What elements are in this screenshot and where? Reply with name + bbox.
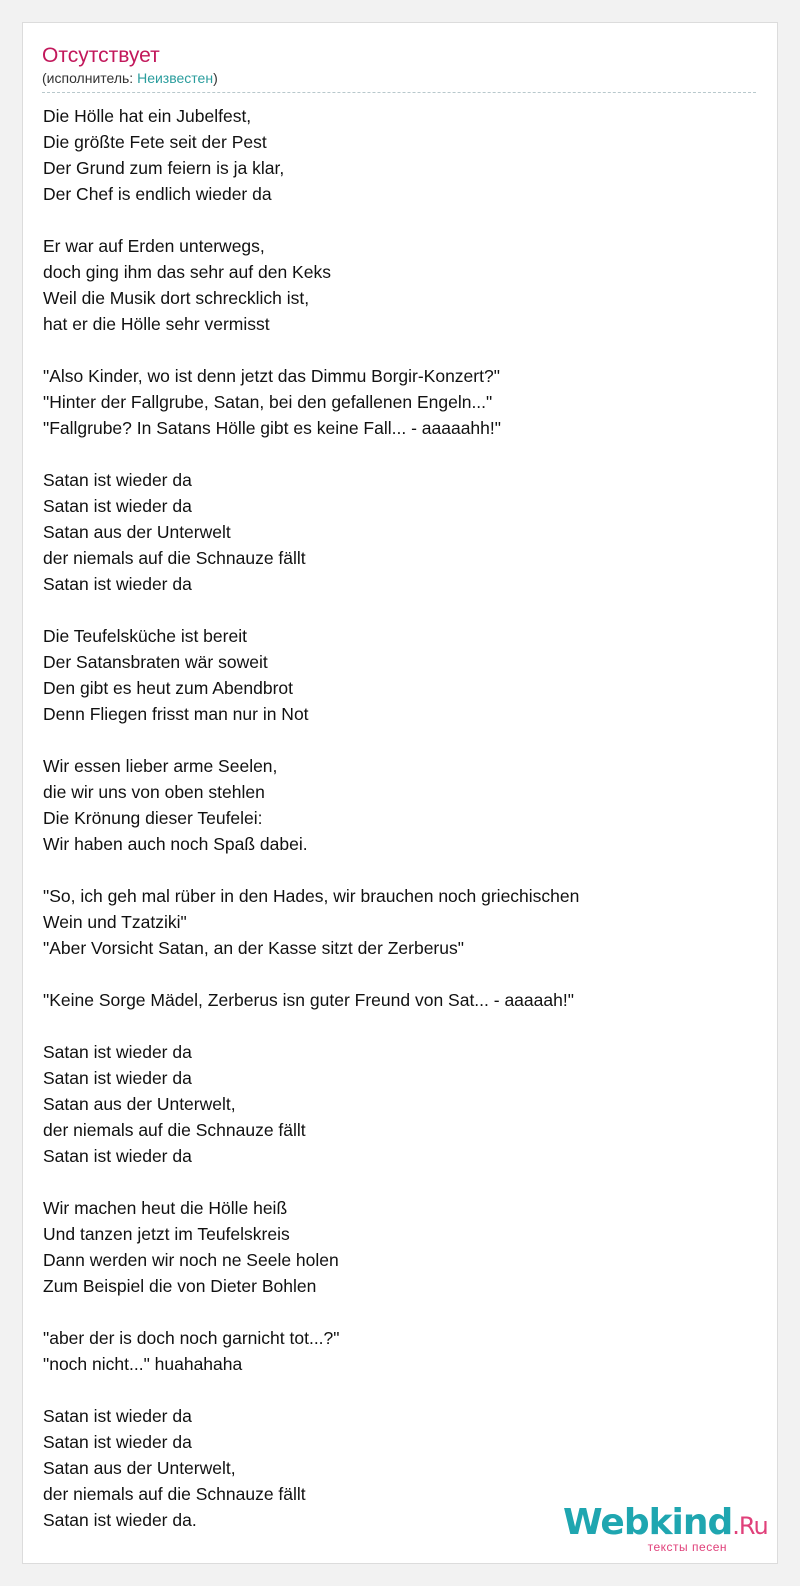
lyric-line: Die Krönung dieser Teufelei: <box>43 808 263 828</box>
lyric-line: die wir uns von oben stehlen <box>43 782 265 802</box>
lyric-line: "aber der is doch noch garnicht tot...?" <box>43 1328 340 1348</box>
artist-link[interactable]: Неизвестен <box>137 70 214 86</box>
lyric-line: Die Hölle hat ein Jubelfest, <box>43 106 252 126</box>
lyric-line: Satan ist wieder da <box>43 470 192 490</box>
logo-suffix: .Ru <box>732 1512 768 1540</box>
lyric-line: Wir essen lieber arme Seelen, <box>43 756 278 776</box>
lyric-line: der niemals auf die Schnauze fällt <box>43 548 306 568</box>
lyric-line: Satan ist wieder da <box>43 496 192 516</box>
stanza-break <box>43 961 757 987</box>
lyric-line: Satan ist wieder da <box>43 1146 192 1166</box>
lyric-line: Weil die Musik dort schrecklich ist, <box>43 288 310 308</box>
lyric-line: Satan ist wieder da <box>43 574 192 594</box>
lyric-line: Denn Fliegen frisst man nur in Not <box>43 704 309 724</box>
artist-suffix: ) <box>213 70 218 86</box>
webkind-logo[interactable] <box>563 1502 768 1555</box>
lyric-line: Satan ist wieder da <box>43 1432 192 1452</box>
lyric-line: Den gibt es heut zum Abendbrot <box>43 678 294 698</box>
lyric-line: doch ging ihm das sehr auf den Keks <box>43 262 331 282</box>
lyric-line: Satan aus der Unterwelt <box>43 522 231 542</box>
lyric-line: "noch nicht..." huahahaha <box>43 1354 243 1374</box>
stanza-break <box>43 857 757 883</box>
logo-tagline: тексты песен <box>647 1540 727 1554</box>
lyric-line: "Hinter der Fallgrube, Satan, bei den gefallenen Engeln..." <box>43 392 493 412</box>
song-title: Отсутствует <box>42 44 160 67</box>
stanza-break <box>43 1377 757 1403</box>
lyric-line: Zum Beispiel die von Dieter Bohlen <box>43 1276 317 1296</box>
lyric-line: der niemals auf die Schnauze fällt <box>43 1120 306 1140</box>
lyric-line: Wir haben auch noch Spaß dabei. <box>43 834 308 854</box>
lyric-line: Satan ist wieder da <box>43 1406 192 1426</box>
lyric-line: "Aber Vorsicht Satan, an der Kasse sitzt der Zerberus" <box>43 938 464 958</box>
lyric-line: Die Teufelsküche ist bereit <box>43 626 247 646</box>
lyric-line: Wein und Tzatziki" <box>43 912 187 932</box>
artist-prefix: (исполнитель: <box>42 70 138 86</box>
artist-line <box>42 69 756 87</box>
stanza-break <box>43 597 757 623</box>
song-header <box>42 43 756 87</box>
lyric-line: Er war auf Erden unterwegs, <box>43 236 265 256</box>
lyric-line: Der Satansbraten wär soweit <box>43 652 268 672</box>
lyric-line: Satan ist wieder da <box>43 1042 192 1062</box>
lyric-line: Satan ist wieder da <box>43 1068 192 1088</box>
stanza-break <box>43 1299 757 1325</box>
lyric-line: der niemals auf die Schnauze fällt <box>43 1484 306 1504</box>
logo-main-text: Webkind <box>563 1502 733 1543</box>
lyric-line: Dann werden wir noch ne Seele holen <box>43 1250 339 1270</box>
lyric-line: Wir machen heut die Hölle heiß <box>43 1198 288 1218</box>
stanza-break <box>43 207 757 233</box>
lyric-line: hat er die Hölle sehr vermisst <box>43 314 270 334</box>
header-divider <box>42 92 756 93</box>
stanza-break <box>43 1013 757 1039</box>
lyric-line: "Fallgrube? In Satans Hölle gibt es keine Fall... - aaaaahh!" <box>43 418 501 438</box>
lyric-line: "So, ich geh mal rüber in den Hades, wir brauchen noch griechischen <box>43 886 580 906</box>
stanza-break <box>43 1169 757 1195</box>
lyric-line: "Keine Sorge Mädel, Zerberus isn guter Freund von Sat... - aaaaah!" <box>43 990 574 1010</box>
stanza-break <box>43 441 757 467</box>
stanza-break <box>43 337 757 363</box>
lyric-line: Die größte Fete seit der Pest <box>43 132 267 152</box>
lyrics-body <box>43 103 757 1533</box>
lyric-line: Und tanzen jetzt im Teufelskreis <box>43 1224 290 1244</box>
lyric-line: Der Grund zum feiern is ja klar, <box>43 158 285 178</box>
lyric-line: Satan ist wieder da. <box>43 1510 197 1530</box>
lyrics-card <box>22 22 778 1564</box>
lyric-line: Der Chef is endlich wieder da <box>43 184 272 204</box>
lyric-line: "Also Kinder, wo ist denn jetzt das Dimmu Borgir-Konzert?" <box>43 366 500 386</box>
stanza-break <box>43 727 757 753</box>
lyric-line: Satan aus der Unterwelt, <box>43 1094 236 1114</box>
lyric-line: Satan aus der Unterwelt, <box>43 1458 236 1478</box>
